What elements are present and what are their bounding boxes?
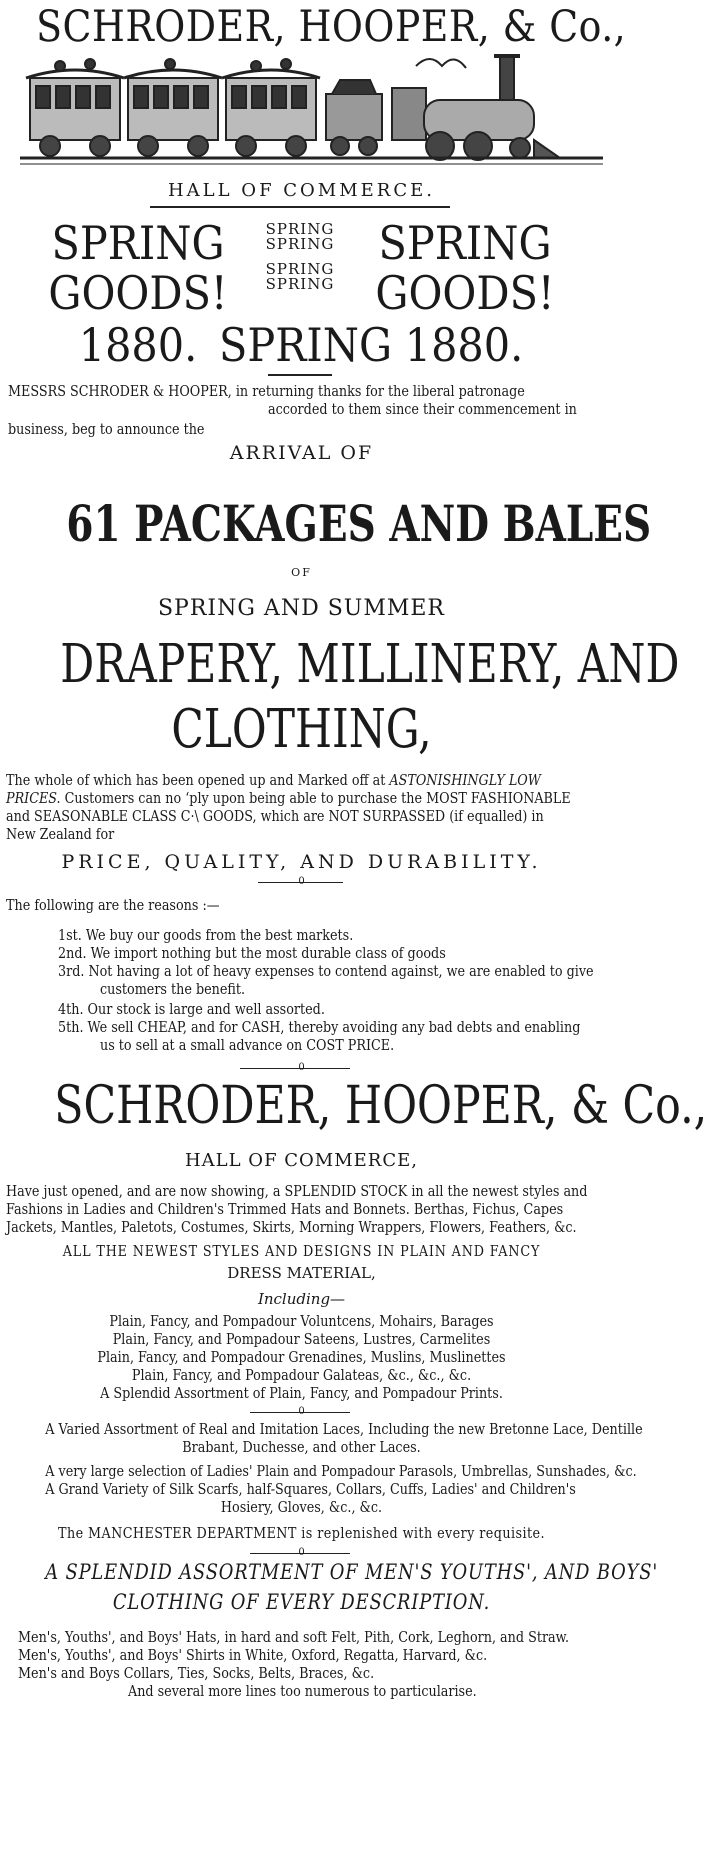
spring-summer-heading: SPRING AND SUMMER — [157, 596, 445, 621]
carriage-3 — [222, 59, 320, 156]
train-illustration — [20, 48, 603, 176]
spring-left-line2: GOODS! — [48, 266, 228, 320]
whole-line2-text: Customers can no ‘ply upon being able to purchase the MOST FASHIONABLE — [60, 789, 571, 807]
company-title-2: SCHRODER, HOOPER, & Co., — [54, 1076, 707, 1136]
spring-small-3: SPRING — [265, 260, 335, 278]
drapery-heading: DRAPERY, MILLINERY, AND — [60, 634, 680, 695]
reason-3: 3rd. Not having a lot of heavy expenses to contend against, we are enabled to give — [58, 962, 594, 980]
spring-left-block — [48, 218, 228, 318]
mens-line-3: Men's and Boys Collars, Ties, Socks, Belts, Braces, &c. — [18, 1664, 375, 1682]
whole-line1 — [6, 771, 601, 789]
whole-line2-italic: PRICES. — [6, 789, 61, 807]
divider-mark: 0 — [298, 876, 305, 887]
price-quality-durability: PRICE, QUALITY, AND DURABILITY. — [61, 851, 542, 873]
divider-mark: 0 — [298, 1547, 305, 1558]
divider-mark: 0 — [298, 1062, 305, 1073]
dress-material: DRESS MATERIAL, — [227, 1264, 376, 1282]
whole-line1-italic: ASTONISHINGLY LOW — [389, 771, 541, 789]
spring-small-1: SPRING — [265, 220, 335, 238]
parasols-line-3: Hosiery, Gloves, &c., &c. — [220, 1498, 383, 1516]
divider-line — [268, 374, 332, 376]
hall-of-commerce-2: HALL OF COMMERCE, — [184, 1150, 418, 1171]
divider-mark: 0 — [298, 1406, 305, 1417]
arrival-heading: ARRIVAL OF — [229, 442, 374, 464]
reason-1: 1st. We buy our goods from the best markets. — [58, 926, 354, 944]
intro-line2: accorded to them since their commencement in — [268, 400, 577, 418]
intro-line3: business, beg to announce the — [8, 420, 205, 438]
material-5: A Splendid Assortment of Plain, Fancy, and Pompadour Prints. — [100, 1384, 503, 1402]
year-left: 1880. — [78, 318, 198, 372]
mens-line-2: Men's, Youths', and Boys' Shirts in White, Oxford, Regatta, Harvard, &c. — [18, 1646, 488, 1664]
parasols-line-1: A very large selection of Ladies' Plain and Pompadour Parasols, Umbrellas, Sunshades, &c. — [45, 1462, 637, 1480]
stock-line-1: Have just opened, and are now showing, a SPLENDID STOCK in all the newest styles and — [6, 1182, 588, 1200]
material-4: Plain, Fancy, and Pompadour Galateas, &c., &c., &c. — [131, 1366, 472, 1384]
spring-small-4: SPRING — [265, 275, 335, 293]
tender — [326, 80, 382, 155]
company-title: SCHRODER, HOOPER, & Co., — [36, 2, 627, 52]
laces-line-2: Brabant, Duchesse, and other Laces. — [182, 1438, 421, 1456]
whole-line3: and SEASONABLE CLASS C·\ GOODS, which are NOT SURPASSED (if equalled) in — [6, 807, 544, 825]
newest-styles: ALL THE NEWEST STYLES AND DESIGNS IN PLAIN AND FANCY — [62, 1242, 541, 1260]
mens-line-4: And several more lines too numerous to particularise. — [128, 1682, 477, 1700]
divider-line — [150, 206, 450, 208]
spring-small-2: SPRING — [265, 235, 335, 253]
parasols-line-2: A Grand Variety of Silk Scarfs, half-Squares, Collars, Cuffs, Ladies' and Children's — [45, 1480, 576, 1498]
hall-of-commerce-heading: HALL OF COMMERCE. — [167, 180, 435, 201]
stock-line-3: Jackets, Mantles, Paletots, Costumes, Skirts, Morning Wrappers, Flowers, Feathers, &c. — [6, 1218, 577, 1236]
reason-5-cont: us to sell at a small advance on COST PRICE. — [100, 1036, 395, 1054]
reason-3-cont: customers the benefit. — [100, 980, 246, 998]
whole-line4: New Zealand for — [6, 825, 115, 843]
of-word: OF — [291, 566, 312, 579]
laces-line-1: A Varied Assortment of Real and Imitation Laces, Including the new Bretonne Lace, Dentille — [45, 1420, 643, 1438]
clothing-heading: CLOTHING, — [171, 699, 432, 760]
reasons-intro: The following are the reasons :— — [6, 896, 220, 914]
manchester-department: The MANCHESTER DEPARTMENT is replenished with every requisite. — [58, 1524, 545, 1542]
spring-right-line1: SPRING — [378, 216, 552, 270]
clothing-heading-2: CLOTHING OF EVERY DESCRIPTION. — [112, 1590, 491, 1614]
whole-line1-text: The whole of which has been opened up and Marked off at — [6, 771, 390, 789]
year-right: 1880. — [404, 318, 524, 372]
including: Including— — [257, 1290, 346, 1308]
carriage-1 — [26, 59, 124, 156]
whole-line2 — [6, 789, 601, 807]
reason-4: 4th. Our stock is large and well assorted. — [58, 1000, 325, 1018]
material-2: Plain, Fancy, and Pompadour Sateens, Lustres, Carmelites — [112, 1330, 491, 1348]
reason-2: 2nd. We import nothing but the most durable class of goods — [58, 944, 446, 962]
stock-line-2: Fashions in Ladies and Children's Trimmed Hats and Bonnets. Berthas, Fichus, Capes — [6, 1200, 564, 1218]
packages-heading: 61 PACKAGES AND BALES — [66, 494, 652, 553]
spring-right-line2: GOODS! — [375, 266, 555, 320]
clothing-heading-1: A SPLENDID ASSORTMENT OF MEN'S YOUTHS', AND BOYS' — [45, 1560, 659, 1584]
spring-left-line1: SPRING — [51, 216, 225, 270]
spring-right-block — [371, 218, 560, 318]
locomotive — [392, 56, 560, 160]
spring-small-stack — [245, 222, 355, 292]
material-1: Plain, Fancy, and Pompadour Voluntcens, Mohairs, Barages — [109, 1312, 494, 1330]
carriage-2 — [124, 59, 222, 156]
mens-line-1: Men's, Youths', and Boys' Hats, in hard and soft Felt, Pith, Cork, Leghorn, and Straw. — [18, 1628, 570, 1646]
spring-mid-big: SPRING — [219, 318, 393, 372]
material-3: Plain, Fancy, and Pompadour Grenadines, Muslins, Muslinettes — [97, 1348, 506, 1366]
intro-line1: MESSRS SCHRODER & HOOPER, in returning thanks for the liberal patronage — [8, 382, 525, 400]
reason-5: 5th. We sell CHEAP, and for CASH, thereby avoiding any bad debts and enabling — [58, 1018, 581, 1036]
